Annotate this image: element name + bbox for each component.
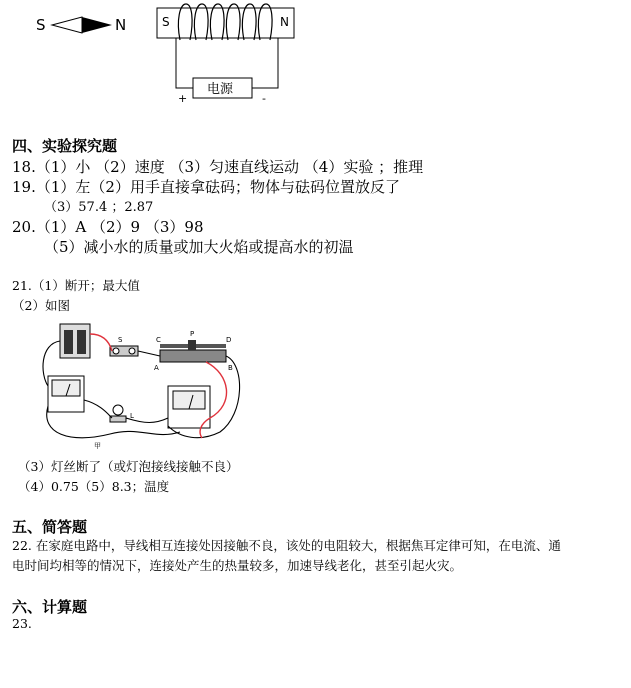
voltmeter-icon bbox=[48, 376, 84, 412]
compass-s-label: S bbox=[36, 16, 46, 34]
power-source-label: 电源 bbox=[207, 82, 234, 97]
answer-q22-line2: 电时间均相等的情况下，连接处产生的热量较多，加速导线老化，甚至引起火灾。 bbox=[12, 558, 463, 573]
answer-q21-line4: （4）0.75（5）8.3；温度 bbox=[18, 479, 170, 494]
label-l: L bbox=[130, 412, 134, 420]
label-d: D bbox=[226, 336, 232, 344]
label-c: C bbox=[156, 336, 161, 344]
battery-icon bbox=[60, 324, 90, 358]
lamp-icon bbox=[110, 405, 126, 422]
coil-n-label: N bbox=[280, 15, 289, 29]
answer-q20-line1: 20.（1）A （2）9 （3）98 bbox=[12, 218, 204, 236]
section6-title: 六、计算题 bbox=[12, 598, 88, 616]
label-a: A bbox=[154, 364, 159, 372]
label-jia: 甲 bbox=[94, 442, 101, 450]
section4-title: 四、实验探究题 bbox=[12, 137, 118, 155]
solenoid-diagram bbox=[0, 0, 631, 110]
answer-q21-line3: （3）灯丝断了（或灯泡接线接触不良） bbox=[18, 459, 239, 474]
answer-q21-line2: （2）如图 bbox=[12, 298, 70, 313]
circuit-diagram bbox=[30, 314, 270, 454]
solenoid-core bbox=[157, 8, 294, 38]
compass-n-label: N bbox=[115, 16, 127, 34]
label-b: B bbox=[228, 364, 233, 372]
label-p: P bbox=[190, 330, 195, 338]
rheostat-icon bbox=[160, 340, 226, 362]
plus-terminal: + bbox=[178, 92, 188, 105]
answer-q18: 18.（1）小 （2）速度 （3）匀速直线运动 （4）实验 ；推理 bbox=[12, 158, 424, 176]
answer-q21-line1: 21.（1）断开；最大值 bbox=[12, 278, 140, 293]
answer-q22-line1: 22. 在家庭电路中，导线相互连接处因接触不良，该处的电阻较大，根据焦耳定律可知，在电流、通 bbox=[12, 538, 561, 553]
wire-right bbox=[252, 38, 278, 88]
wire-left bbox=[176, 38, 193, 88]
section5-title: 五、简答题 bbox=[12, 518, 88, 536]
ammeter-icon bbox=[168, 386, 210, 428]
compass-needle-icon bbox=[52, 17, 112, 33]
answer-q19-line2: （3）57.4 ；2.87 bbox=[44, 200, 154, 215]
minus-terminal: - bbox=[262, 92, 266, 105]
label-s: S bbox=[118, 336, 123, 344]
answer-q23: 23. bbox=[12, 616, 32, 631]
coil-s-label: S bbox=[162, 15, 170, 29]
answer-q20-line2: （5）减小水的质量或加大火焰或提高水的初温 bbox=[44, 238, 354, 256]
answer-q19-line1: 19.（1）左（2）用手直接拿砝码；物体与砝码位置放反了 bbox=[12, 178, 400, 196]
switch-icon bbox=[110, 346, 138, 356]
